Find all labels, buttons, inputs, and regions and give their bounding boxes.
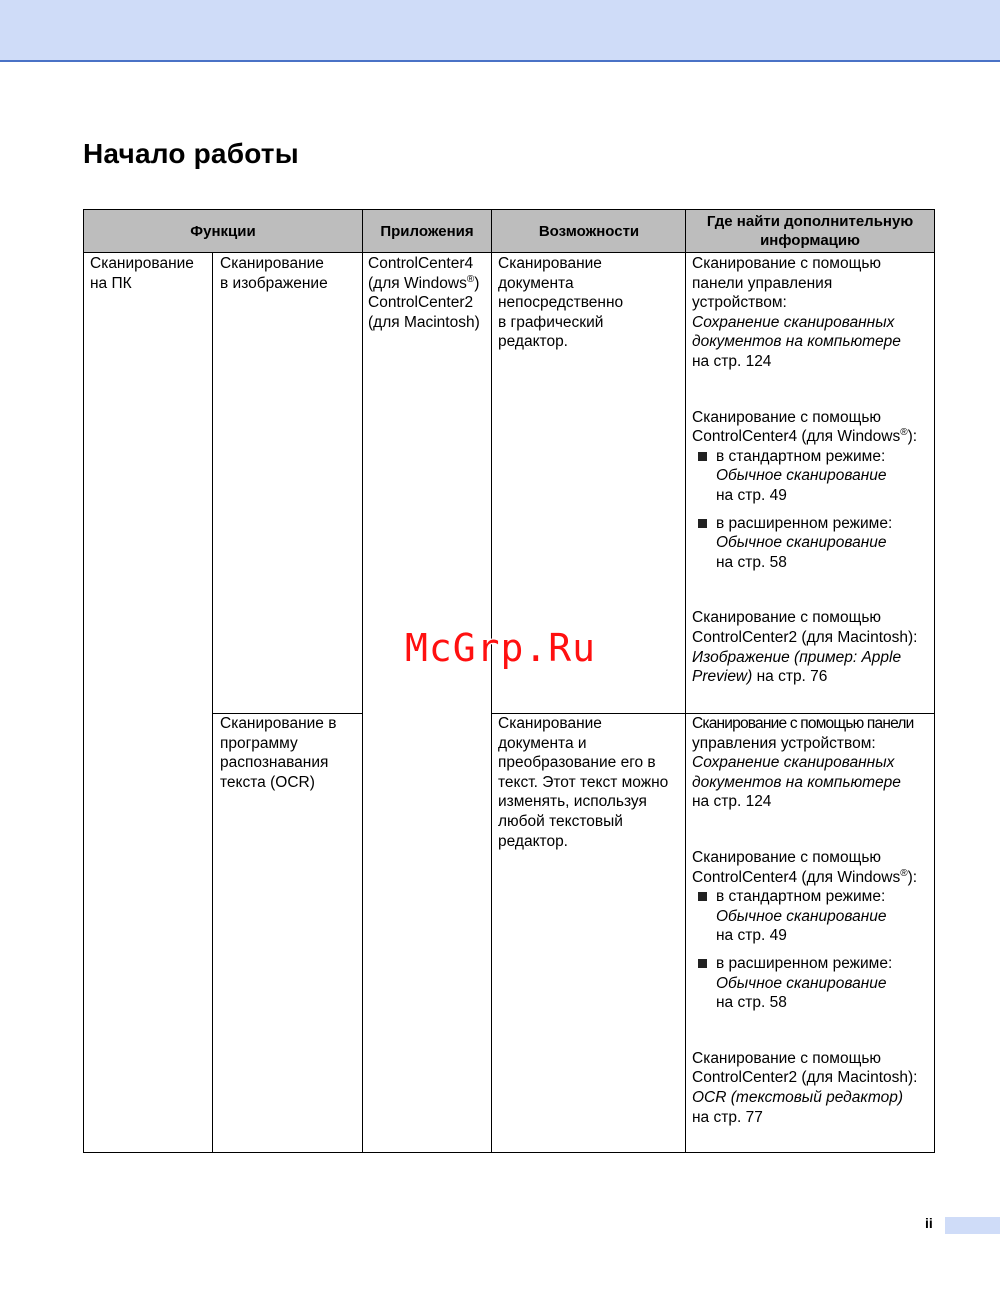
text-line: ControlCenter4: [368, 255, 474, 272]
group-cell: [90, 254, 210, 293]
bullet-item: [692, 447, 934, 506]
reference-link[interactable]: документов на компьютере: [692, 333, 901, 351]
text-line: редактор.: [498, 333, 568, 351]
reference-link[interactable]: Сохранение сканированных: [692, 754, 895, 772]
watermark: McGrp.Ru: [405, 626, 597, 670]
text-line: [368, 274, 492, 294]
header-functions: Функции: [190, 222, 256, 240]
square-bullet-icon: [698, 959, 707, 968]
text-line: в расширенном режиме:: [716, 954, 893, 972]
page-ref: на стр. 49: [716, 927, 787, 945]
group-line: на ПК: [90, 274, 132, 292]
text-line: документа и: [498, 734, 587, 752]
text-line: Сканирование с помощью: [692, 408, 882, 426]
row2-function: [220, 714, 360, 792]
reference-link[interactable]: Обычное сканирование: [716, 974, 887, 992]
text-line: распознавания: [220, 754, 329, 772]
page-number: ii: [925, 1215, 933, 1231]
text-line: [692, 868, 934, 888]
row1-capability: [498, 254, 684, 352]
text-line: панели управления: [692, 274, 833, 292]
text-line: программу: [220, 734, 298, 752]
reference-link[interactable]: документов на компьютере: [692, 773, 901, 791]
page-title: Начало работы: [83, 138, 299, 169]
grid-line: [491, 210, 492, 1152]
bullet-item: [692, 514, 934, 573]
text-line: Сканирование: [498, 255, 602, 272]
text-line: преобразование его в: [498, 754, 656, 772]
text-line: Сканирование с помощью панели: [692, 715, 914, 732]
grid-line: [212, 252, 213, 1152]
text-line: устройством:: [692, 294, 787, 312]
page-ref: на стр. 49: [716, 486, 787, 504]
page-ref: на стр. 124: [692, 352, 772, 370]
group-line: Сканирование: [90, 255, 194, 272]
table-header: [84, 210, 934, 253]
header-more-info-line1: Где найти дополнительную: [706, 213, 914, 230]
row1-info: [692, 254, 934, 687]
text: ):: [907, 868, 918, 886]
header-more-info-line2: информацию: [760, 232, 860, 249]
row2-capability: [498, 714, 684, 851]
text-line: Сканирование с помощью: [692, 1049, 882, 1067]
reference-link[interactable]: Сохранение сканированных: [692, 313, 895, 331]
text-line: (для Macintosh): [368, 313, 480, 331]
header-capabilities: Возможности: [538, 222, 640, 240]
text: (для Windows: [368, 274, 467, 292]
text-line: непосредственно: [498, 294, 624, 312]
page-ref: на стр. 76: [752, 668, 828, 686]
reference-link[interactable]: OCR (текстовый редактор): [692, 1088, 904, 1106]
text-line: в стандартном режиме:: [716, 447, 886, 465]
text-line: Сканирование с помощью: [692, 848, 882, 866]
text-line: Сканирование: [220, 255, 324, 272]
registered-mark: ®: [900, 427, 908, 438]
text-line: в стандартном режиме:: [716, 888, 886, 906]
page-ref: на стр. 124: [692, 793, 772, 811]
text-line: Сканирование с помощью: [692, 609, 882, 627]
bullet-item: [692, 887, 934, 946]
header-apps: Приложения: [380, 222, 474, 240]
reference-link[interactable]: Обычное сканирование: [716, 467, 887, 485]
text-line: редактор.: [498, 832, 568, 850]
text-line: ControlCenter2 (для Macintosh):: [692, 628, 918, 646]
feature-table: [83, 209, 935, 1153]
text: ControlCenter4 (для Windows: [692, 868, 901, 886]
header-more-info: [686, 210, 934, 252]
grid-line: [362, 210, 363, 1152]
row2-info: [692, 714, 934, 1127]
text: ):: [907, 428, 918, 446]
reference-link[interactable]: Изображение (пример: Apple: [692, 648, 902, 666]
text-line: в изображение: [220, 274, 328, 292]
text-line: управления устройством:: [692, 734, 876, 752]
page-ref: на стр. 58: [716, 553, 787, 571]
text-line: документа: [498, 274, 574, 292]
text-line: текст. Этот текст можно: [498, 773, 669, 791]
grid-line: [685, 210, 686, 1152]
text-line: любой текстовый: [498, 812, 623, 830]
reference-link[interactable]: Preview): [692, 668, 753, 686]
page-ref: на стр. 58: [716, 994, 787, 1012]
text-line: Сканирование в: [220, 715, 337, 732]
text: ): [474, 274, 480, 292]
text-line: изменять, используя: [498, 793, 647, 811]
text-line: ControlCenter2 (для Macintosh):: [692, 1069, 918, 1087]
apps-cell: [368, 254, 492, 332]
text-line: [692, 667, 934, 687]
page-tab: [945, 1217, 1000, 1234]
square-bullet-icon: [698, 892, 707, 901]
registered-mark: ®: [900, 867, 908, 879]
registered-mark: ®: [466, 273, 475, 285]
text-line: в расширенном режиме:: [716, 514, 893, 532]
reference-link[interactable]: Обычное сканирование: [716, 907, 887, 925]
header-band: [0, 0, 1000, 62]
row1-function: [220, 254, 360, 293]
text-line: текста (OCR): [220, 773, 315, 791]
square-bullet-icon: [698, 452, 707, 461]
square-bullet-icon: [698, 519, 707, 528]
text-line: Сканирование с помощью: [692, 255, 882, 272]
page-ref: на стр. 77: [692, 1108, 763, 1126]
text-line: в графический: [498, 313, 604, 331]
text-line: ControlCenter2: [368, 294, 474, 312]
text-line: Сканирование: [498, 715, 602, 732]
text: ControlCenter4 (для Windows: [692, 428, 901, 446]
bullet-item: [692, 954, 934, 1013]
text-line: [692, 427, 934, 447]
reference-link[interactable]: Обычное сканирование: [716, 534, 887, 552]
